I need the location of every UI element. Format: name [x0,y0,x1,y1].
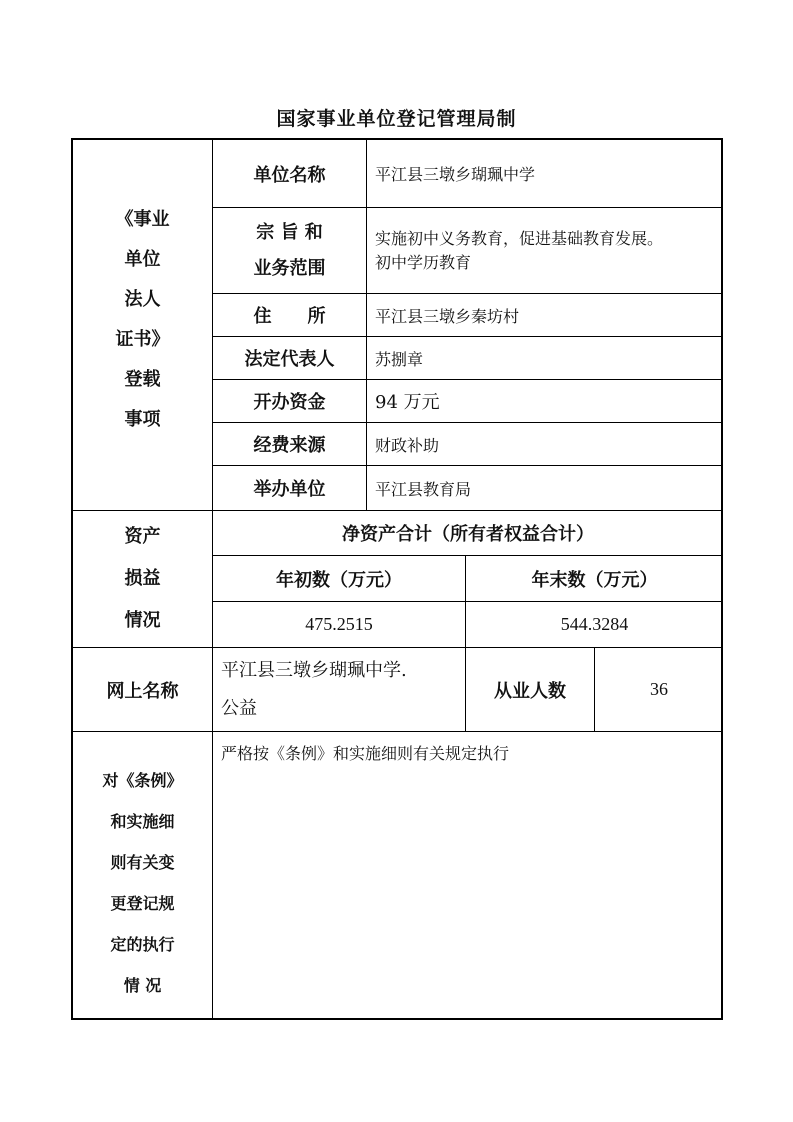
online-name-label: 网上名称 [106,680,179,702]
purpose-scope-label [213,208,366,293]
online-name-line1: 平江县三墩乡瑚珮中学. [221,659,407,681]
begin-year-label: 年初数（万元） [276,569,402,591]
compliance-label-line: 和实施细 [110,812,175,831]
purpose-label-line1: 宗 旨 和 [256,221,323,243]
compliance-label-line: 对《条例》 [102,771,183,790]
startup-funds-label: 开办资金 [253,392,326,413]
page-title: 国家事业单位登记管理局制 [276,108,517,130]
certificate-label-line: 登载 [124,369,161,390]
certificate-label-line: 单位 [124,249,161,270]
compliance-label-line: 情 况 [123,976,162,995]
purpose-label-line2: 业务范围 [253,257,326,279]
compliance-label-line: 定的执行 [110,935,175,954]
certificate-label-line: 证书》 [115,329,170,350]
end-year-label: 年末数（万元） [531,569,658,591]
assets-label-line: 情况 [124,610,161,631]
funding-source-label: 经费来源 [253,435,326,456]
certificate-label-line: 法人 [124,289,161,310]
certificate-section-label [73,140,212,510]
compliance-value: 严格按《条例》和实施细则有关规定执行 [221,743,510,763]
staff-count-value: 36 [650,679,668,699]
compliance-label-line: 更登记规 [110,894,175,913]
legal-representative-label: 法定代表人 [244,349,335,370]
certificate-label-line: 事项 [124,409,161,430]
online-name-line2: 公益 [221,697,257,719]
assets-label-line: 资产 [124,526,161,547]
begin-year-value: 475.2515 [305,614,373,634]
certificate-label-line: 《事业 [115,209,170,230]
purpose-scope-value [367,208,723,293]
compliance-label-line: 则有关变 [110,853,175,872]
funding-source-value: 财政补助 [375,435,440,455]
compliance-section-label [73,732,212,1020]
staff-count-label: 从业人数 [494,680,566,702]
legal-representative-value: 苏捌章 [375,349,424,369]
purpose-value-line2: 初中学历教育 [375,252,472,272]
sponsor-unit-value: 平江县教育局 [375,479,472,499]
net-assets-header: 净资产合计（所有者权益合计） [342,524,594,545]
purpose-value-line1: 实施初中义务教育，促进基础教育发展。 [375,228,664,248]
startup-funds-value: 94 万元 [375,392,440,413]
address-label: 住 所 [253,306,326,327]
online-name-value [213,648,465,731]
registration-table [71,138,723,1020]
unit-name-value: 平江县三墩乡瑚珮中学 [375,165,536,184]
unit-name-label: 单位名称 [253,164,326,186]
sponsor-unit-label: 举办单位 [253,479,326,500]
end-year-value: 544.3284 [560,614,629,634]
assets-label-line: 损益 [124,568,161,589]
address-value: 平江县三墩乡秦坊村 [375,306,520,326]
assets-section-label [73,511,212,647]
